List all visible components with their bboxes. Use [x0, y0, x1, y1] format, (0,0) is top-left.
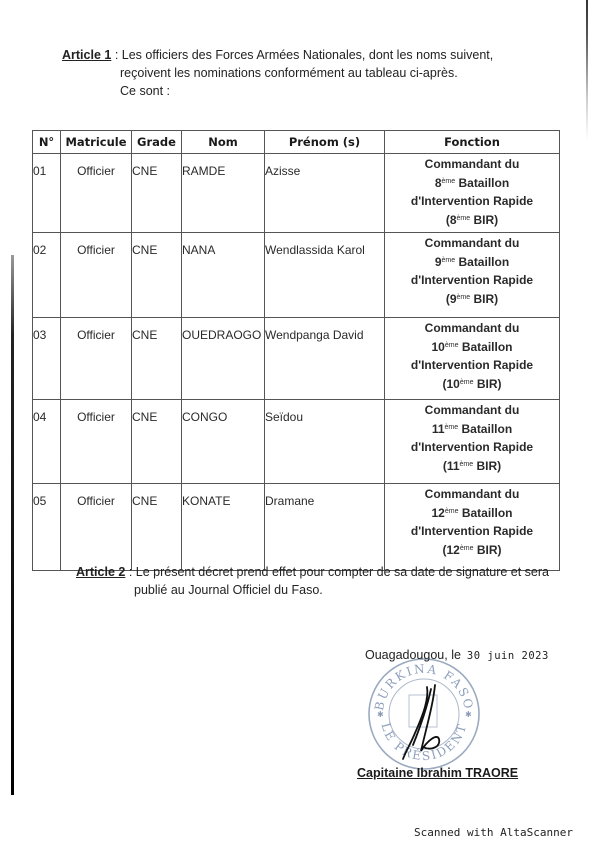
signing-place: Ouagadougou, le: [365, 648, 461, 662]
ordinal: 9: [434, 255, 442, 269]
fonction-line-1: Commandant du: [424, 321, 520, 335]
ordinal: 10: [431, 340, 445, 354]
cell-grade: CNE: [132, 233, 182, 318]
header-nom: Nom: [182, 131, 265, 154]
article-1-label: Article 1: [62, 48, 112, 62]
cell-grade: CNE: [132, 400, 182, 484]
cell-fonction: [385, 318, 560, 400]
article-1-separator: :: [111, 48, 122, 62]
svg-text:✱: ✱: [377, 710, 384, 719]
cell-matricule: Officier: [61, 318, 132, 400]
header-prenom: Prénom (s): [265, 131, 385, 154]
svg-text:LE PRÉSIDENT: LE PRÉSIDENT: [378, 721, 470, 764]
article-2-label: Article 2: [76, 565, 126, 579]
article-2-line-2: publié au Journal Officiel du Faso.: [134, 583, 323, 597]
scan-edge-line-left: [11, 255, 14, 795]
fonction-line-4: [385, 540, 559, 559]
ordinal: 12: [431, 506, 445, 520]
ordinal: 8: [434, 176, 442, 190]
cell-num: 05: [33, 484, 61, 571]
paren: (: [442, 543, 447, 557]
abbr-text: BIR): [473, 543, 502, 557]
table-row: [33, 484, 560, 571]
ordinal-suffix: ème: [444, 508, 459, 515]
cell-prenom: Wendlassida Karol: [265, 233, 385, 318]
cell-matricule: Officier: [61, 233, 132, 318]
cell-prenom: Seïdou: [265, 400, 385, 484]
article-2: [76, 563, 566, 599]
abbr-ordinal-suffix: ème: [456, 215, 471, 222]
article-1-line-2: reçoivent les nominations conformément au tableau ci-après.: [120, 66, 458, 80]
bataillon-text: Bataillon: [455, 255, 510, 269]
scan-edge-line-right: [586, 0, 588, 140]
fonction-line-4: [385, 210, 559, 229]
header-fonction: Fonction: [385, 131, 560, 154]
fonction-line-4: [385, 374, 559, 393]
signatory-name: Capitaine Ibrahim TRAORE: [357, 766, 519, 780]
abbr-ordinal-suffix: ème: [459, 461, 474, 468]
abbr-ordinal: 8: [449, 213, 457, 227]
fonction-line-1: Commandant du: [424, 236, 520, 250]
scanner-watermark: Scanned with AltaScanner: [414, 826, 573, 839]
fonction-line-2: [385, 503, 559, 522]
abbr-ordinal-suffix: ème: [456, 294, 471, 301]
ordinal-suffix: ème: [441, 178, 456, 185]
place-and-date: [365, 648, 549, 662]
cell-fonction: [385, 233, 560, 318]
fonction-line-4: [385, 456, 559, 475]
fonction-line-2: [385, 173, 559, 192]
fonction-line-2: [385, 252, 559, 271]
cell-grade: CNE: [132, 154, 182, 233]
cell-nom: RAMDE: [182, 154, 265, 233]
cell-nom: NANA: [182, 233, 265, 318]
article-2-separator: :: [125, 565, 136, 579]
cell-grade: CNE: [132, 318, 182, 400]
abbr-ordinal-suffix: ème: [459, 545, 474, 552]
cell-grade: CNE: [132, 484, 182, 571]
article-1-line-1: Les officiers des Forces Armées Nationales, dont les noms suivent,: [121, 48, 494, 62]
abbr-ordinal-suffix: ème: [459, 379, 474, 386]
ordinal-suffix: ème: [444, 424, 459, 431]
table-row: [33, 318, 560, 400]
signature-block: [357, 645, 587, 785]
abbr-text: BIR): [470, 292, 499, 306]
abbr-text: BIR): [470, 213, 499, 227]
abbr-ordinal: 9: [449, 292, 457, 306]
fonction-line-1: Commandant du: [424, 487, 520, 501]
cell-num: 03: [33, 318, 61, 400]
cell-prenom: Dramane: [265, 484, 385, 571]
table-row: [33, 233, 560, 318]
abbr-text: BIR): [473, 459, 502, 473]
table-row: [33, 400, 560, 484]
bataillon-text: Bataillon: [458, 340, 513, 354]
cell-matricule: Officier: [61, 154, 132, 233]
cell-num: 01: [33, 154, 61, 233]
cell-fonction: [385, 154, 560, 233]
header-num: N°: [33, 131, 61, 154]
fonction-line-3: d'Intervention Rapide: [410, 358, 534, 372]
cell-nom: KONATE: [182, 484, 265, 571]
signing-date: 30 juin 2023: [466, 650, 549, 662]
cell-nom: OUEDRAOGO: [182, 318, 265, 400]
ordinal-suffix: ème: [444, 342, 459, 349]
abbr-text: BIR): [473, 377, 502, 391]
cell-matricule: Officier: [61, 400, 132, 484]
presidential-stamp-icon: [365, 655, 483, 773]
cell-fonction: [385, 484, 560, 571]
fonction-line-2: [385, 419, 559, 438]
abbr-ordinal: 11: [446, 459, 460, 473]
article-2-line-1: Le présent décret prend effet pour compter de sa date de signature et sera: [135, 565, 549, 579]
svg-text:✱: ✱: [465, 710, 472, 719]
fonction-line-1: Commandant du: [424, 157, 520, 171]
fonction-line-4: [385, 289, 559, 308]
nominations-table: [32, 130, 560, 571]
ordinal-suffix: ème: [441, 257, 456, 264]
header-grade: Grade: [132, 131, 182, 154]
fonction-line-3: d'Intervention Rapide: [410, 273, 534, 287]
fonction-line-2: [385, 337, 559, 356]
bataillon-text: Bataillon: [455, 176, 510, 190]
bataillon-text: Bataillon: [458, 422, 513, 436]
cell-nom: CONGO: [182, 400, 265, 484]
abbr-ordinal: 12: [446, 543, 460, 557]
table-row: [33, 154, 560, 233]
paren: (: [445, 213, 450, 227]
fonction-line-1: Commandant du: [424, 403, 520, 417]
ordinal: 11: [431, 422, 445, 436]
svg-text:BURKINA FASO: BURKINA FASO: [371, 661, 477, 712]
paren: (: [442, 459, 447, 473]
cell-prenom: Wendpanga David: [265, 318, 385, 400]
table-header-row: [33, 131, 560, 154]
article-1: [62, 46, 562, 100]
cell-prenom: Azisse: [265, 154, 385, 233]
article-1-line-3: Ce sont :: [120, 84, 171, 98]
header-matricule: Matricule: [61, 131, 132, 154]
cell-matricule: Officier: [61, 484, 132, 571]
cell-num: 04: [33, 400, 61, 484]
fonction-line-3: d'Intervention Rapide: [410, 524, 534, 538]
cell-fonction: [385, 400, 560, 484]
bataillon-text: Bataillon: [458, 506, 513, 520]
fonction-line-3: d'Intervention Rapide: [410, 440, 534, 454]
fonction-line-3: d'Intervention Rapide: [410, 194, 534, 208]
paren: (: [442, 377, 447, 391]
paren: (: [445, 292, 450, 306]
abbr-ordinal: 10: [446, 377, 460, 391]
cell-num: 02: [33, 233, 61, 318]
